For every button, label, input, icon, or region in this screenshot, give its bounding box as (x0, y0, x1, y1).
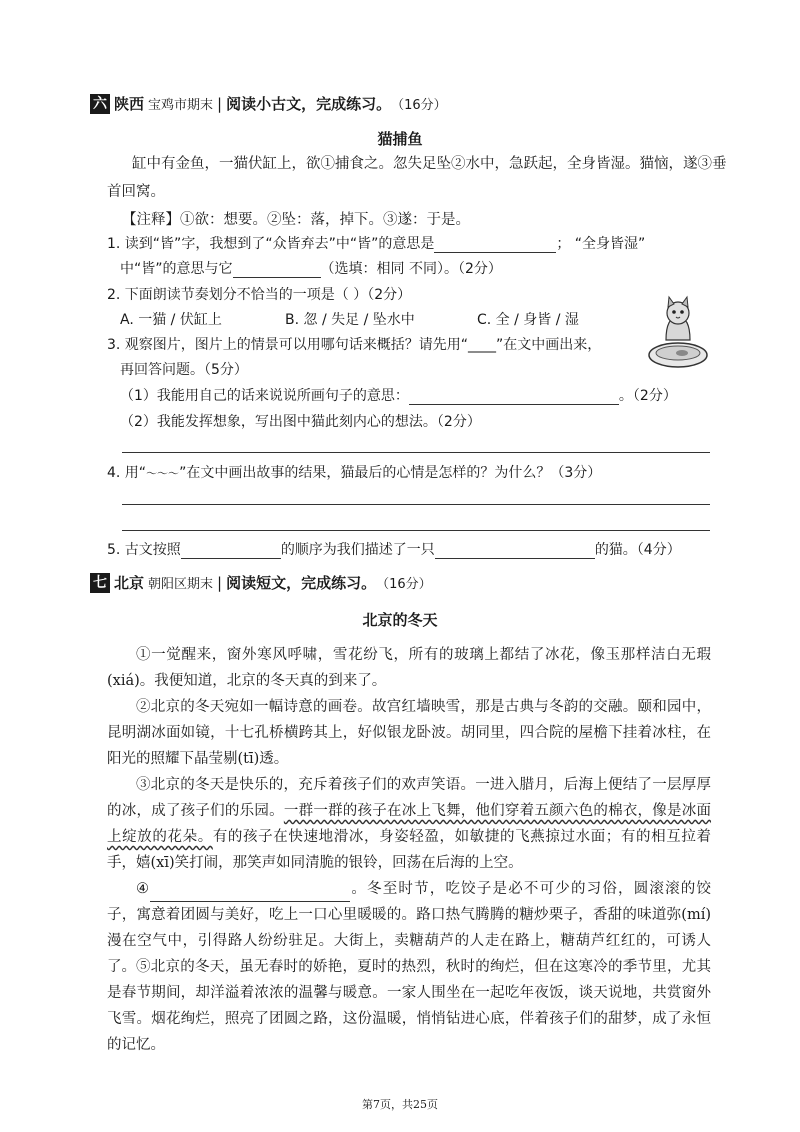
q2-option-b[interactable]: B. 忽 / 失足 / 坠水中 (285, 312, 415, 328)
question-3-sub2: （2）我能发挥想象，写出图中猫此刻内心的想法。（2分） (120, 414, 481, 430)
question-2: 2. 下面朗读节奏划分不恰当的一项是（ ）（2分） (107, 287, 412, 303)
cat-fishbowl-illustration (646, 295, 710, 375)
paragraph-2: ②北京的冬天宛如一幅诗意的画卷。故宫红墙映雪，那是古典与冬韵的交融。颐和园中，昆明湖冰面如镜，十七孔桥横跨其上，好似银龙卧波。胡同里，四合院的屋檐下挂着冰柱，在阳光的照耀下晶莹剔(tī)透。 (107, 699, 711, 767)
score: （16分） (376, 577, 432, 592)
source: 宝鸡市期末 (148, 98, 214, 113)
question-3-line2: 再回答问题。（5分） (120, 362, 248, 378)
answer-line[interactable] (122, 530, 710, 531)
question-4: 4. 用“～～～”在文中画出故事的结果，猫最后的心情是怎样的？为什么？（3分） (107, 465, 602, 481)
classical-title: 猫捕鱼 (377, 130, 423, 148)
essay-title: 北京的冬天 (362, 611, 438, 629)
task: 阅读小古文，完成练习。 (226, 95, 392, 113)
source: 朝阳区期末 (148, 577, 214, 592)
answer-line[interactable] (122, 504, 710, 505)
question-5: 5. 古文按照 的顺序为我们描述了一只 的猫。（4分） (107, 542, 681, 558)
q2-option-a[interactable]: A. 一猫 / 伏缸上 (120, 312, 222, 328)
classical-text-line1: 缸中有金鱼，一猫伏缸上，欲①捕食之。忽失足坠②水中，急跃起，全身皆湿。猫恼，遂③垂 (132, 156, 727, 172)
answer-blank[interactable] (434, 252, 556, 253)
paragraph-4: ④ 。冬至时节，吃饺子是必不可少的习俗，圆滚滚的饺子，寓意着团圆与美好，吃上一口心里暖暖的。路口热气腾腾的糖炒栗子，香甜的味道弥(mí)漫在空气中，引得路人纷纷驻足。大街上，卖糖葫芦的人走在路上，糖葫芦红红的，可诱人了。 (107, 881, 711, 975)
answer-blank[interactable] (409, 404, 619, 405)
wavy-line-mark: ～～～ (146, 467, 180, 480)
classical-text-line2: 首回窝。 (107, 184, 165, 200)
section-7-header: 七 北京 朝阳区期末 | 阅读短文，完成练习。 （16分） (90, 572, 432, 593)
section-6-header: 六 陕西 宝鸡市期末 | 阅读小古文，完成练习。 （16分） (90, 93, 447, 114)
q2-option-c[interactable]: C. 全 / 身皆 / 湿 (477, 312, 579, 328)
page-footer: 第7页，共25页 (362, 1098, 438, 1111)
wavy-underlined-sentence: 一群一群的孩子在冰上飞舞，他们穿着五颜六色的棉衣，像是冰面上绽放的花朵。 (107, 803, 712, 845)
annotation: 【注释】①欲：想要。②坠：落，掉下。③遂：于是。 (122, 212, 470, 228)
answer-blank[interactable] (150, 901, 350, 902)
region: 北京 (114, 574, 145, 592)
paragraph-5: ⑤北京的冬天，虽无春时的娇艳，夏时的热烈，秋时的绚烂，但在这寒冷的季节里，尤其是春节期间，却洋溢着浓浓的温馨与暖意。一家人围坐在一起吃年夜饭，谈天说地，共赏窗外飞雪。烟花绚烂，照亮了团圆之路，这份温暖，悄悄钻进心底，伴着孩子们的甜梦，成了永恒的记忆。 (107, 959, 711, 1053)
question-1-line2: 中“皆”的意思与它 （选填：相同 不同）。（2分） (120, 261, 502, 277)
section-number: 六 (90, 94, 110, 114)
section-number: 七 (90, 573, 110, 593)
paragraph-1: ①一觉醒来，窗外寒风呼啸，雪花纷飞，所有的玻璃上都结了冰花，像玉那样洁白无瑕(xiá)。我便知道，北京的冬天真的到来了。 (107, 647, 711, 689)
question-3-line1: 3. 观察图片，图片上的情景可以用哪句话来概括？请先用“____”在文中画出来， (107, 337, 602, 353)
task: 阅读短文，完成练习。 (226, 574, 377, 592)
question-1-line1: 1. 读到“皆”字，我想到了“众皆弃去”中“皆”的意思是 ； “全身皆湿” (107, 236, 646, 252)
answer-blank[interactable] (233, 277, 321, 278)
answer-blank[interactable] (435, 558, 595, 559)
score: （16分） (391, 98, 447, 113)
question-3-sub1: （1）我能用自己的话来说说所画句子的意思： 。（2分） (120, 388, 677, 404)
paragraph-3: ③北京的冬天是快乐的，充斥着孩子们的欢声笑语。一进入腊月，后海上便结了一层厚厚的冰，成了孩子们的乐园。一群一群的孩子在冰上飞舞，他们穿着五颜六色的棉衣，像是冰面上绽放的花朵。有的孩子在快速地滑冰，身姿轻盈，如敏捷的飞燕掠过水面；有的相互拉着手，嬉(xī)笑打闹，那笑声如同清脆的银铃，回荡在后海的上空。 (107, 777, 712, 871)
answer-blank[interactable] (181, 558, 281, 559)
region: 陕西 (114, 95, 145, 113)
answer-line[interactable] (122, 452, 710, 453)
